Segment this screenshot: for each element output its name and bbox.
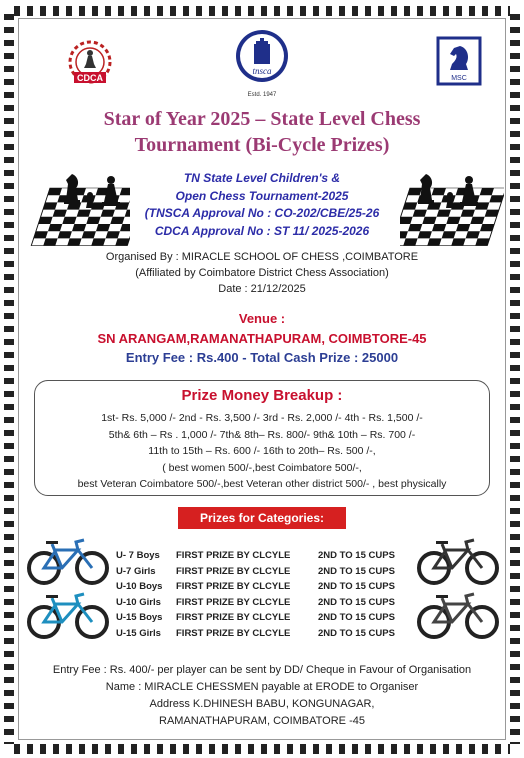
organiser-date: Date : 21/12/2025 [218,283,306,295]
category-name: U-15 Boys [116,612,163,623]
venue-value: SN ARANGAM,RAMANATHAPURAM, COIMBTORE-45 [97,331,427,346]
footer-line-4: RAMANATHAPURAM, COIMBATORE -45 [159,715,365,727]
chessboard-left-image [26,158,130,250]
title-line-1: Star of Year 2025 – State Level Chess [103,108,421,130]
top-border [14,6,510,16]
bicycle-image-right-top [416,536,500,586]
category-name: U-10 Girls [116,596,161,608]
organiser-line-1: Organised By : MIRACLE SCHOOL OF CHESS ,COIMBATORE [105,251,419,263]
footer-line-2: Name : MIRACLE CHESSMEN payable at ERODE to Organiser [105,681,419,693]
category-name: U- 7 Boys [116,550,160,561]
category-other-prizes: 2ND TO 15 CUPS [318,596,395,608]
prize-line-2: 5th& 6th – Rs . 1,000 /- 7th& 8th– Rs. 800/- 9th& 10th – Rs. 700 /- [108,428,416,441]
category-other-prizes: 2ND TO 15 CUPS [318,565,395,577]
category-row [116,564,395,580]
category-other-prizes: 2ND TO 15 CUPS [318,612,395,623]
category-row [116,579,395,595]
prize-breakup-box [34,380,490,496]
prize-line-1: 1st- Rs. 5,000 /- 2nd - Rs. 3,500 /- 3rd - Rs. 2,000 /- 4th - Rs. 1,500 /- [101,412,423,424]
category-first-prize: FIRST PRIZE BY CLCYLE [176,612,291,623]
title-line-2: Tournament (Bi-Cycle Prizes) [134,134,390,156]
entry-fee: Entry Fee : Rs.400 - Total Cash Prize : 25000 [125,350,399,365]
venue-label: Venue : [238,311,286,326]
category-first-prize: FIRST PRIZE BY CLCYLE [176,550,291,561]
tournament-subtitle [120,170,404,240]
footer-line-1: Entry Fee : Rs. 400/- per player can be sent by DD/ Cheque in Favour of Organisation [52,664,472,676]
bicycle-image-left-bottom [26,590,110,640]
organiser-line-2: (Affiliated by Coimbatore District Chess Association) [135,267,389,279]
prize-line-4: ( best women 500/-,best Coimbatore 500/-, [162,461,362,474]
category-name: U-15 Girls [116,627,161,639]
categories-table [116,548,395,641]
subtitle-line-1: TN State Level Children's & [183,171,341,185]
cdca-logo-text: CDCA [77,73,103,83]
cdca-logo [60,38,120,88]
category-first-prize: FIRST PRIZE BY CLCYLE [176,596,291,608]
subtitle-line-4: CDCA Approval No : ST 11/ 2025-2026 [154,223,370,238]
left-border [4,14,14,744]
prize-breakup-heading: Prize Money Breakup : [181,387,343,404]
category-other-prizes: 2ND TO 15 CUPS [318,627,395,639]
category-other-prizes: 2ND TO 15 CUPS [318,550,395,561]
category-name: U-10 Boys [116,581,163,592]
msc-logo-text: MSC [451,75,467,82]
bottom-border [14,744,510,754]
category-row [116,548,395,564]
footer-block [24,662,500,730]
msc-logo [436,36,482,86]
organiser-block [30,249,494,297]
category-other-prizes: 2ND TO 15 CUPS [318,581,395,592]
right-border [510,14,520,744]
category-name: U-7 Girls [116,565,156,577]
subtitle-line-3: (TNSCA Approval No : CO-202/CBE/25-26 [144,206,380,220]
prize-line-3: 11th to 15th – Rs. 600 /- 16th to 20th– Rs. 500 /-, [148,445,376,457]
category-first-prize: FIRST PRIZE BY CLCYLE [176,627,291,639]
category-first-prize: FIRST PRIZE BY CLCYLE [176,565,291,577]
bicycle-image-left-top [26,536,110,586]
category-row [116,595,395,611]
prize-line-5: best Veteran Coimbatore 500/-,best Veteran other district 500/- , best physically [77,478,447,490]
category-row [116,610,395,626]
chessboard-right-image [400,158,504,250]
prize-breakup-lines [39,410,485,493]
subtitle-line-2: Open Chess Tournament-2025 [175,188,349,203]
tnsca-estd-text: Estd. 1947 [247,92,277,98]
footer-line-3: Address K.DHINESH BABU, KONGUNAGAR, [149,698,375,710]
category-first-prize: FIRST PRIZE BY CLCYLE [176,581,291,592]
tnsca-logo-text: tnsca [252,66,272,76]
categories-heading: Prizes for Categories: [178,507,346,529]
bicycle-image-right-bottom [416,590,500,640]
category-row [116,626,395,642]
tournament-title [30,106,494,158]
tnsca-logo [232,28,292,100]
